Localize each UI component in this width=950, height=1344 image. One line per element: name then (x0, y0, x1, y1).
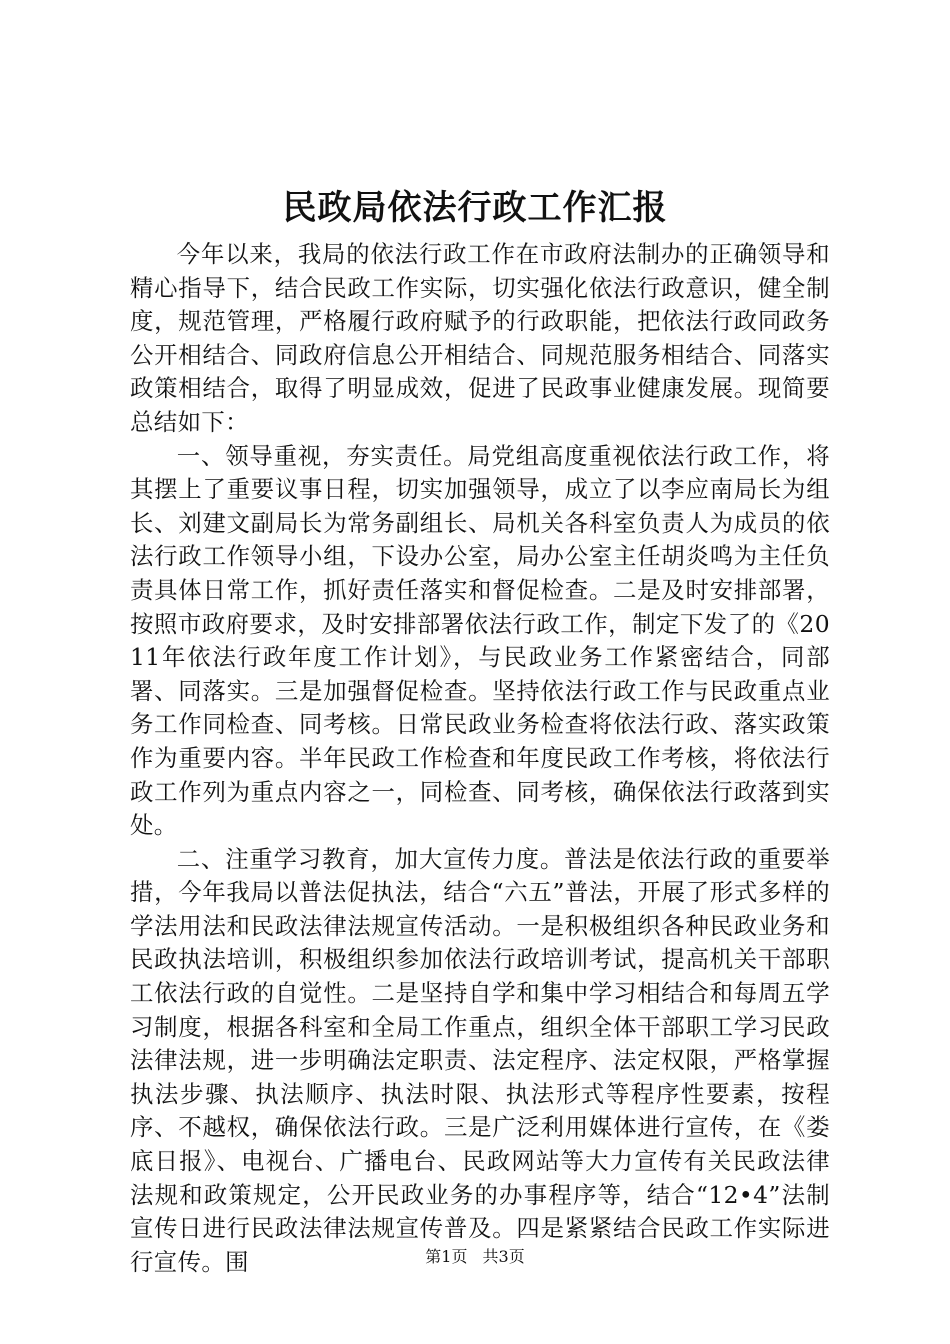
paragraph-intro: 今年以来，我局的依法行政工作在市政府法制办的正确领导和精心指导下，结合民政工作实际，切实强化依法行政意识，健全制度，规范管理，严格履行政府赋予的行政职能，把依法行政同政务公开相结合、同政府信息公开相结合、同规范服务相结合、同落实政策相结合，取得了明显成效，促进了民政事业健康发展。现简要总结如下： (130, 240, 830, 436)
page-footer (0, 1245, 950, 1269)
document-body (130, 238, 830, 1279)
paragraph-section-2: 二、注重学习教育，加大宣传力度。普法是依法行政的重要举措，今年我局以普法促执法，结合“六五”普法，开展了形式多样的学法用法和民政法律法规宣传活动。一是积极组织各种民政业务和民政执法培训，积极组织参加依法行政培训考试，提高机关干部职工依法行政的自觉性。二是坚持自学和集中学习相结合和每周五学习制度，根据各科室和全局工作重点，组织全体干部职工学习民政法律法规，进一步明确法定职责、法定程序、法定权限，严格掌握执法步骤、执法顺序、执法时限、执法形式等程序性要素，按程序、不越权，确保依法行政。三是广泛利用媒体进行宣传，在《娄底日报》、电视台、广播电台、民政网站等大力宣传有关民政法律法规和政策规定，公开民政业务的办事程序等，结合“12•4”法制宣传日进行民政法律法规宣传普及。四是紧紧结合民政工作实际进行宣传。围 (130, 844, 830, 1276)
page-total: 共3页 (482, 1247, 525, 1266)
page-number: 第1页 (425, 1247, 468, 1266)
document-title: 民政局依法行政工作汇报 (282, 188, 668, 228)
paragraph-section-1: 一、领导重视，夯实责任。局党组高度重视依法行政工作，将其摆上了重要议事日程，切实加强领导，成立了以李应南局长为组长、刘建文副局长为常务副组长、局机关各科室负责人为成员的依法行政工作领导小组，下设办公室，局办公室主任胡炎鸣为主任负责具体日常工作，抓好责任落实和督促检查。二是及时安排部署，按照市政府要求，及时安排部署依法行政工作，制定下发了的《2011年依法行政年度工作计划》，与民政业务工作紧密结合，同部署、同落实。三是加强督促检查。坚持依法行政工作与民政重点业务工作同检查、同考核。日常民政业务检查将依法行政、落实政策作为重要内容。半年民政工作检查和年度民政工作考核，将依法行政工作列为重点内容之一，同检查、同考核，确保依法行政落到实处。 (130, 441, 830, 840)
